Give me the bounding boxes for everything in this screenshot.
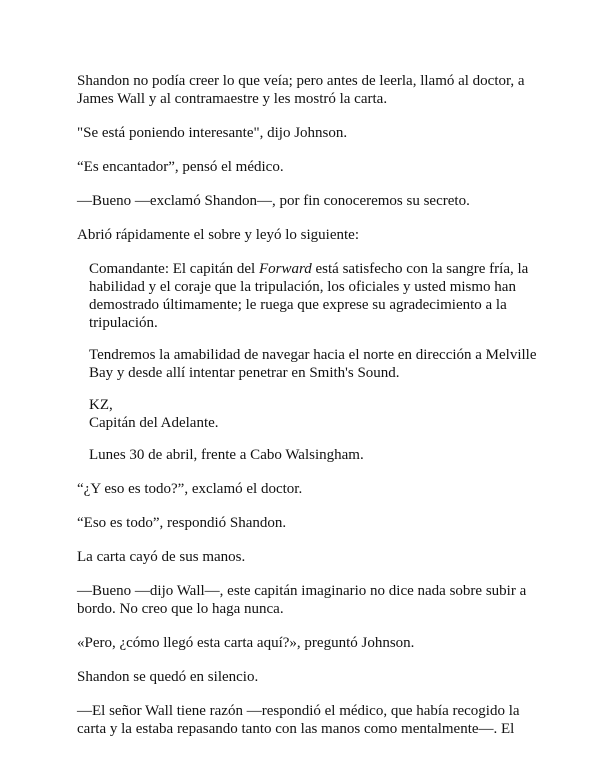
- paragraph: —Bueno —exclamó Shandon—, por fin conoceremos su secreto.: [77, 193, 470, 209]
- paragraph: Shandon no podía creer lo que veía; pero antes de leerla, llamó al doctor, a James Wall y al contramaestre y les mostró la carta.: [77, 73, 525, 107]
- letter-signature: [89, 396, 542, 432]
- signature-title: Capitán del Adelante.: [89, 415, 219, 431]
- paragraph: “¿Y eso es todo?”, exclamó el doctor.: [77, 481, 303, 497]
- paragraph: La carta cayó de sus manos.: [77, 549, 246, 565]
- letter-paragraph: [89, 260, 542, 332]
- paragraph: —El señor Wall tiene razón —respondió el médico, que había recogido la carta y la estaba repasando tanto con las manos como mentalmente—. El: [77, 703, 520, 737]
- paragraph: Shandon se quedó en silencio.: [77, 669, 259, 685]
- ship-name: Forward: [258, 261, 312, 277]
- paragraph: “Eso es todo”, respondió Shandon.: [77, 515, 287, 531]
- letter-paragraph: Tendremos la amabilidad de navegar hacia el norte en dirección a Melville Bay y desde allí intentar penetrar en Smith's Sound.: [89, 347, 537, 381]
- letter-text: está satisfecho con la sangre fría, la habilidad y el coraje que la tripulación, los oficiales y usted mismo han demostrado últimamente; le ruega que exprese su agradecimiento a la tripulación.: [89, 261, 529, 331]
- paragraph: “Es encantador”, pensó el médico.: [77, 159, 284, 175]
- signature-initials: KZ,: [89, 397, 113, 413]
- letter-text: Comandante: El capitán del: [89, 261, 259, 277]
- paragraph: «Pero, ¿cómo llegó esta carta aquí?», preguntó Johnson.: [77, 635, 415, 651]
- paragraph: "Se está poniendo interesante", dijo Johnson.: [77, 125, 348, 141]
- letter-date: Lunes 30 de abril, frente a Cabo Walsingham.: [89, 447, 364, 463]
- paragraph: —Bueno —dijo Wall—, este capitán imaginario no dice nada sobre subir a bordo. No creo que lo haga nunca.: [77, 583, 527, 617]
- paragraph: Abrió rápidamente el sobre y leyó lo siguiente:: [77, 227, 360, 243]
